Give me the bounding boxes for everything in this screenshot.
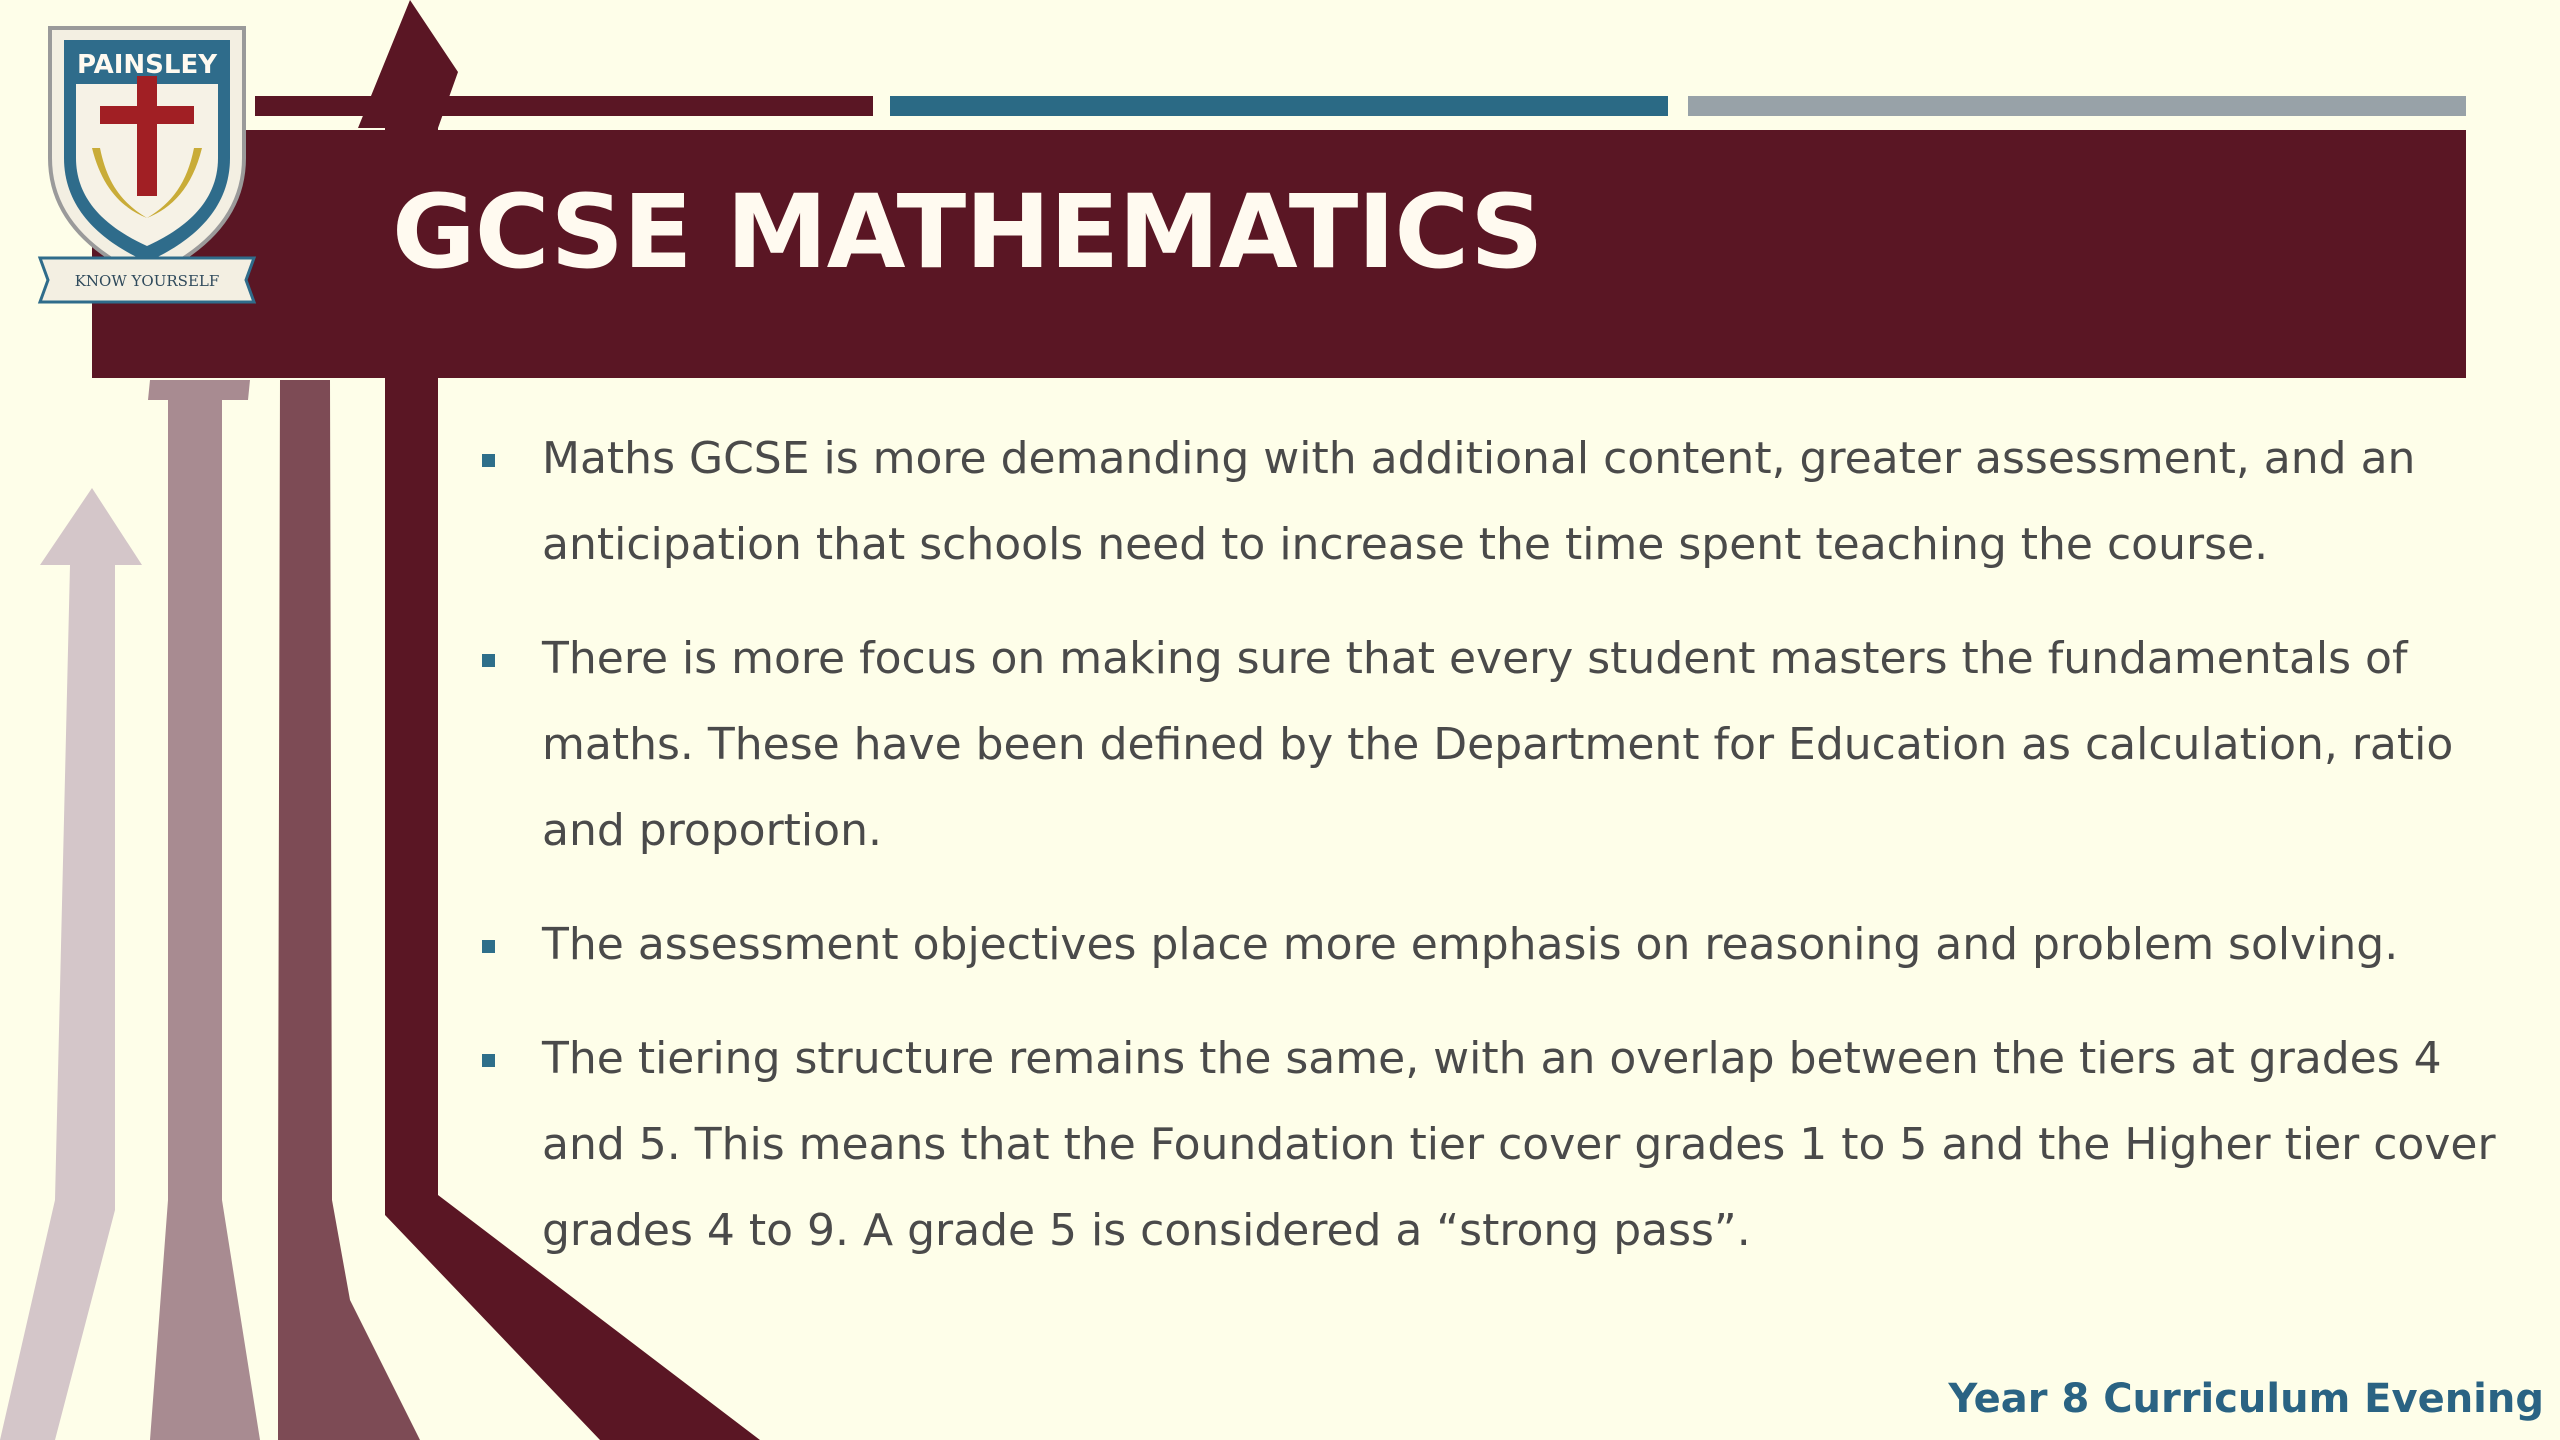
bullet-list — [470, 416, 2500, 1302]
crest-name-text: PAINSLEY — [76, 50, 218, 80]
bullet-text: The tiering structure remains the same, with an overlap between the tiers at grades 4 and 5. This means that the Foundation tier cover grades 1 to 5 and the Higher tier cover grades 4 to 9. A grade 5 is considered a “strong pass”. — [542, 1033, 2496, 1256]
bullet-marker-icon — [482, 940, 495, 953]
bullet-marker-icon — [482, 454, 495, 467]
school-crest-logo — [32, 18, 262, 313]
footer-caption: Year 8 Curriculum Evening — [1948, 1376, 2544, 1422]
bullet-item — [470, 416, 2500, 588]
bullet-item — [470, 616, 2500, 874]
pale-arrow-shape — [0, 488, 142, 1440]
bullet-item — [470, 1016, 2500, 1274]
slide-title: GCSE MATHEMATICS — [392, 173, 1543, 292]
maroon-stripe — [255, 96, 873, 116]
grey-stripe — [1688, 96, 2466, 116]
bullet-item — [470, 902, 2500, 988]
mauve-arrow-shape — [148, 380, 260, 1440]
bullet-marker-icon — [482, 654, 495, 667]
bullet-text: There is more focus on making sure that every student masters the fundamentals of maths. These have been defined by the Department for Education as calculation, ratio and proportion. — [542, 633, 2454, 856]
bullet-text: Maths GCSE is more demanding with additional content, greater assessment, and an anticipation that schools need to increase the time spent teaching the course. — [542, 433, 2416, 570]
crest-motto-text: KNOW YOURSELF — [74, 272, 220, 290]
bullet-text: The assessment objectives place more emphasis on reasoning and problem solving. — [542, 919, 2399, 970]
bullet-marker-icon — [482, 1054, 495, 1067]
teal-stripe — [890, 96, 1668, 116]
